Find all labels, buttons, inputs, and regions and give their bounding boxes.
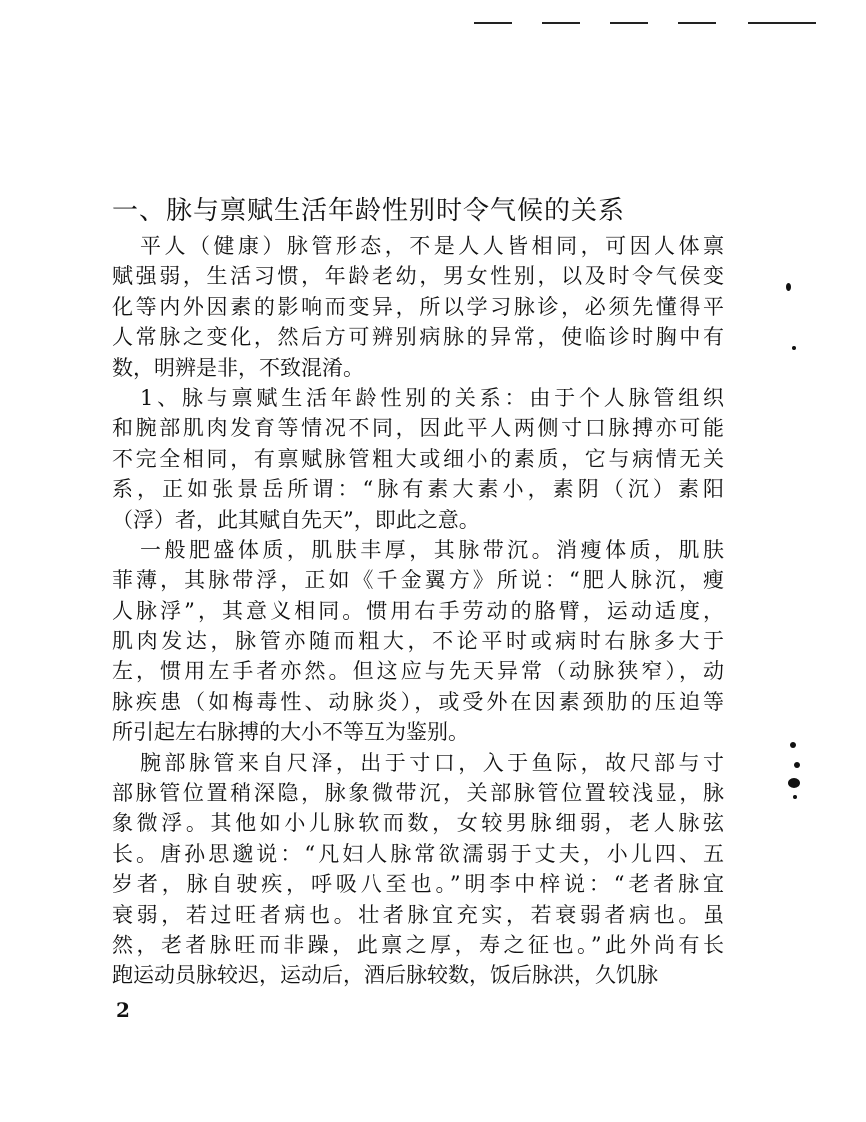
text-line: 部脉管位置稍深隐，脉象微带沉，关部脉管位置较浅显，脉 (112, 781, 724, 806)
text-line: 左，惯用左手者亦然。但这应与先天异常（动脉狭窄），动 (112, 659, 724, 684)
text-line: 岁者，脉自驶疾，呼吸八至也。”明李中梓说：“老者脉宜 (112, 872, 724, 897)
text-line: 长。唐孙思邈说：“凡妇人脉常欲濡弱于丈夫，小儿四、五 (112, 841, 724, 866)
text-line: 腕部脉管来自尺泽，出于寸口，入于鱼际，故尺部与寸 (140, 750, 724, 775)
scan-speck (790, 742, 796, 748)
header-dash (678, 22, 716, 24)
text-line: 象微浮。其他如小儿脉软而数，女较男脉细弱，老人脉弦 (112, 811, 724, 836)
text-line: 跑运动员脉较迟，运动后，酒后脉较数，饭后脉洪，久饥脉 (112, 963, 658, 988)
header-dash (542, 22, 580, 24)
paragraph (112, 231, 724, 383)
text-line: 数，明辨是非，不致混淆。 (112, 355, 364, 380)
header-dash (748, 22, 816, 24)
scan-speck (792, 346, 796, 350)
page-number: 2 (116, 998, 130, 1022)
text-line: 系，正如张景岳所谓：“脉有素大素小，素阴（沉）素阳 (112, 477, 724, 502)
text-line: 菲薄，其脉带浮，正如《千金翼方》所说：“肥人脉沉，瘦 (112, 568, 724, 593)
section-heading: 一、脉与禀赋生活年龄性别时令气候的关系 (112, 196, 626, 226)
header-dash (610, 22, 648, 24)
paragraph (112, 748, 724, 991)
text-line: 不完全相同，有禀赋脉管粗大或细小的素质，它与病情无关 (112, 446, 724, 471)
text-line: 肌肉发达，脉管亦随而粗大，不论平时或病时右脉多大于 (112, 629, 724, 654)
body-text (112, 231, 724, 991)
scan-speck (794, 762, 800, 768)
text-line: 赋强弱，生活习惯，年龄老幼，男女性别，以及时令气侯变 (112, 264, 724, 289)
scan-speck (788, 778, 800, 788)
text-line: 一般肥盛体质，肌肤丰厚，其脉带沉。消瘦体质，肌肤 (140, 537, 724, 562)
text-line: 化等内外因素的影响而变异，所以学习脉诊，必须先懂得平 (112, 294, 724, 319)
text-line: 人常脉之变化，然后方可辨别病脉的异常，使临诊时胸中有 (112, 325, 724, 350)
paragraph (112, 383, 724, 535)
header-dash (474, 22, 512, 24)
paragraph (112, 535, 724, 748)
text-line: 所引起左右脉搏的大小不等互为鉴别。 (112, 720, 469, 745)
text-line: 平人（健康）脉管形态，不是人人皆相同，可因人体禀 (140, 234, 724, 258)
text-line: （浮）者，此其赋自先天”，即此之意。 (112, 507, 480, 532)
text-line: 人脉浮”，其意义相同。惯用右手劳动的胳臂，运动适度， (112, 598, 724, 623)
text-line: 然，老者脉旺而非躁，此禀之厚，寿之征也。”此外尚有长 (112, 932, 724, 957)
scan-speck (786, 283, 791, 291)
text-line: 1、脉与禀赋生活年龄性别的关系：由于个人脉管组织 (140, 385, 724, 410)
text-line: 脉疾患（如梅毒性、动脉炎），或受外在因素颈肋的压迫等 (112, 689, 724, 714)
text-line: 衰弱，若过旺者病也。壮者脉宜充实，若衰弱者病也。虽 (112, 902, 724, 927)
text-line: 和腕部肌肉发育等情况不同，因此平人两侧寸口脉搏亦可能 (112, 416, 724, 441)
scan-speck (793, 795, 797, 799)
